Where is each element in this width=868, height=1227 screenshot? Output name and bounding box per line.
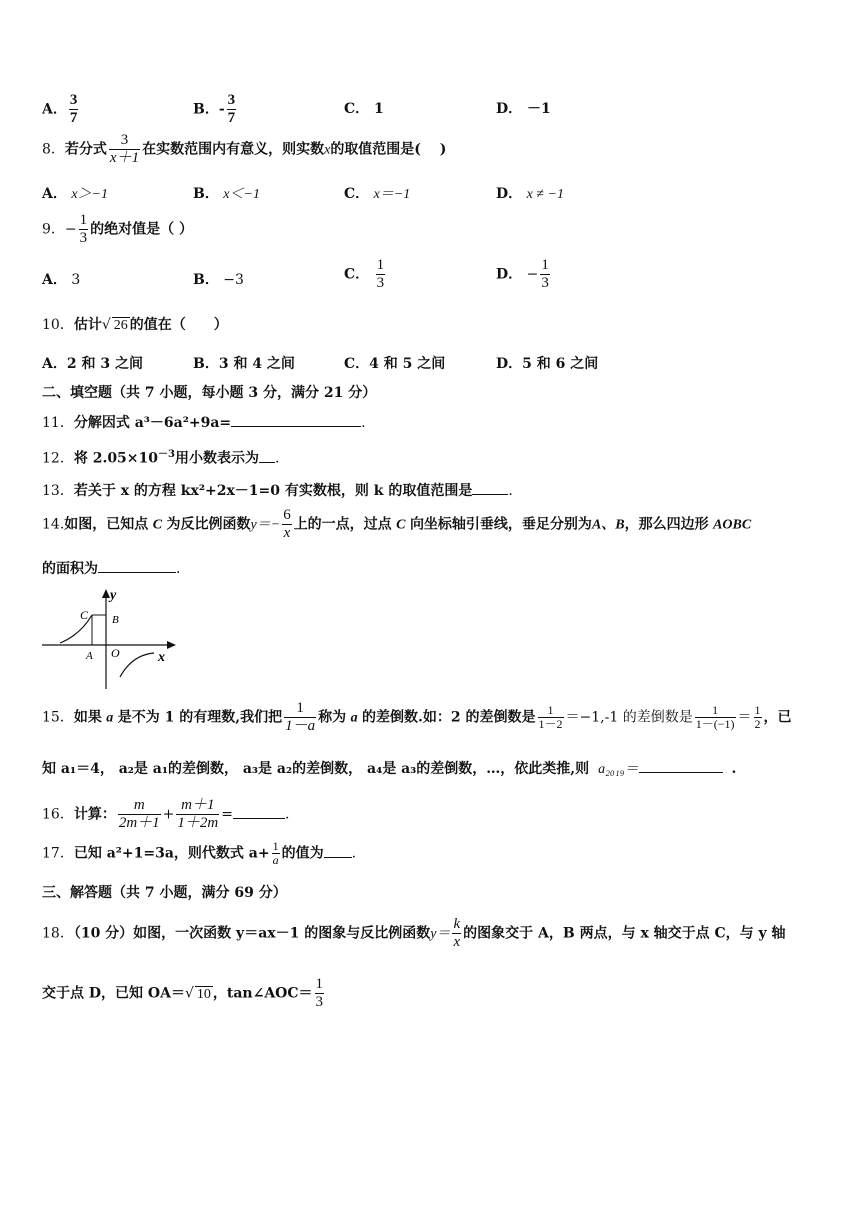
section-solve-heading: 三、解答题（共 7 小题，满分 69 分） <box>42 885 287 901</box>
graph-label-y: y <box>110 588 117 603</box>
answer-blank <box>324 843 352 858</box>
question-18: 18．（10 分）如图，一次函数 y＝ax－1 的图象与反比例函数y＝ $\frac{k}{x}$ 的图象交于 A，B 两点，与 x 轴交于点 C，与 y 轴 <box>42 916 786 950</box>
question-13: 13．若关于 x 的方程 kx²+2x－1=0 有实数根，则 k 的取值范围是 . <box>42 480 513 500</box>
question-12: 12．将 $2.05\times 10^{-3}$用小数表示为 . <box>42 449 280 467</box>
graph-label-a: A <box>86 650 93 662</box>
q7-option-d: D． －1 <box>496 101 551 117</box>
q10-option-c: C．4 和 5 之间 <box>344 356 446 372</box>
q10-option-b: B．3 和 4 之间 <box>193 356 295 372</box>
question-8: 8．若分式 $\frac{3}{x+1}$ 在实数范围内有意义，则实数x的取值范围是( ) <box>42 132 447 166</box>
hyperbola-right-branch <box>120 653 154 677</box>
answer-blank <box>639 758 723 773</box>
q9-option-c: C． $\frac{1}{3}$ <box>344 257 385 291</box>
question-9: 9．− $\frac{1}{3}$ 的绝对值是（ ） <box>42 212 194 246</box>
x-axis-arrow <box>167 641 176 649</box>
q7-option-c: C． 1 <box>344 101 384 117</box>
q10-option-a: A．2 和 3 之间 <box>42 356 143 372</box>
question-16: 16．计算： $\frac{m}{2m+1}$ + $\frac{m+1}{1+2m}$ = . <box>42 797 290 831</box>
answer-blank <box>98 558 176 573</box>
question-14: 14.如图，已知点 C 为反比例函数y＝− $\frac{6}{x}$ 上的一点，过点 C 向坐标轴引垂线，垂足分别为A、B，那么四边形 AOBC <box>42 507 752 541</box>
graph-label-c: C <box>80 608 89 622</box>
q8-option-d: D． x ≠ −1 <box>496 186 564 202</box>
section-fill-in-heading: 二、填空题（共 7 小题，每小题 3 分，满分 21 分） <box>42 385 377 401</box>
q7-option-a: A． $\frac{3}{7}$ <box>42 92 78 126</box>
q9-option-d: D． − $\frac{1}{3}$ <box>496 257 549 291</box>
answer-blank <box>231 412 361 427</box>
q8-option-a: A． x＞−1 <box>42 186 108 202</box>
graph-label-b: B <box>112 614 119 626</box>
answer-blank <box>259 448 275 463</box>
question-17: 17．已知 a²+1=3a，则代数式 a+ $\frac{1}{a}$ 的值为 . <box>42 839 357 867</box>
q8-option-b: B． x＜−1 <box>193 186 260 202</box>
answer-blank <box>472 480 508 495</box>
answer-blank <box>233 804 285 819</box>
question-15-line2: 知 a₁＝4， a₂是 a₁的差倒数， a₃是 a₂的差倒数， a₄是 a₃的差倒数，…，依此类推,则 a₂₀₁₉＝ . <box>42 758 736 778</box>
question-14-line2: 的面积为 . <box>42 558 180 578</box>
hyperbola-graph <box>40 585 180 693</box>
q8-option-c: C． x＝−1 <box>344 186 411 202</box>
question-15: 15．如果 a 是不为 1 的有理数,我们把 $\frac{1}{1-a}$ 称为 a 的差倒数.如：2 的差倒数是 $\frac{1}{1-2}$ ＝−1,-1 的差倒数是 $\frac{1}{1-(-1)}$ ＝ $\frac{1}{2}$ ，已 <box>42 700 792 734</box>
q9-option-b: B． −3 <box>193 272 244 288</box>
graph-label-o: O <box>111 646 120 660</box>
question-18-line2: 交于点 D，已知 OA＝√ 10 ，tan∠AOC＝ $\frac{1}{3}$ <box>42 976 324 1010</box>
question-10: 10．估计√ 26 的值在（ ） <box>42 317 228 333</box>
q7-option-b: B．- $\frac{3}{7}$ <box>193 92 236 126</box>
y-axis-arrow <box>102 589 110 598</box>
q9-option-a: A． 3 <box>42 272 81 288</box>
q10-option-d: D．5 和 6 之间 <box>496 356 599 372</box>
graph-label-x: x <box>158 650 165 665</box>
question-11: 11．分解因式 a³－6a²+9a= . <box>42 412 366 432</box>
